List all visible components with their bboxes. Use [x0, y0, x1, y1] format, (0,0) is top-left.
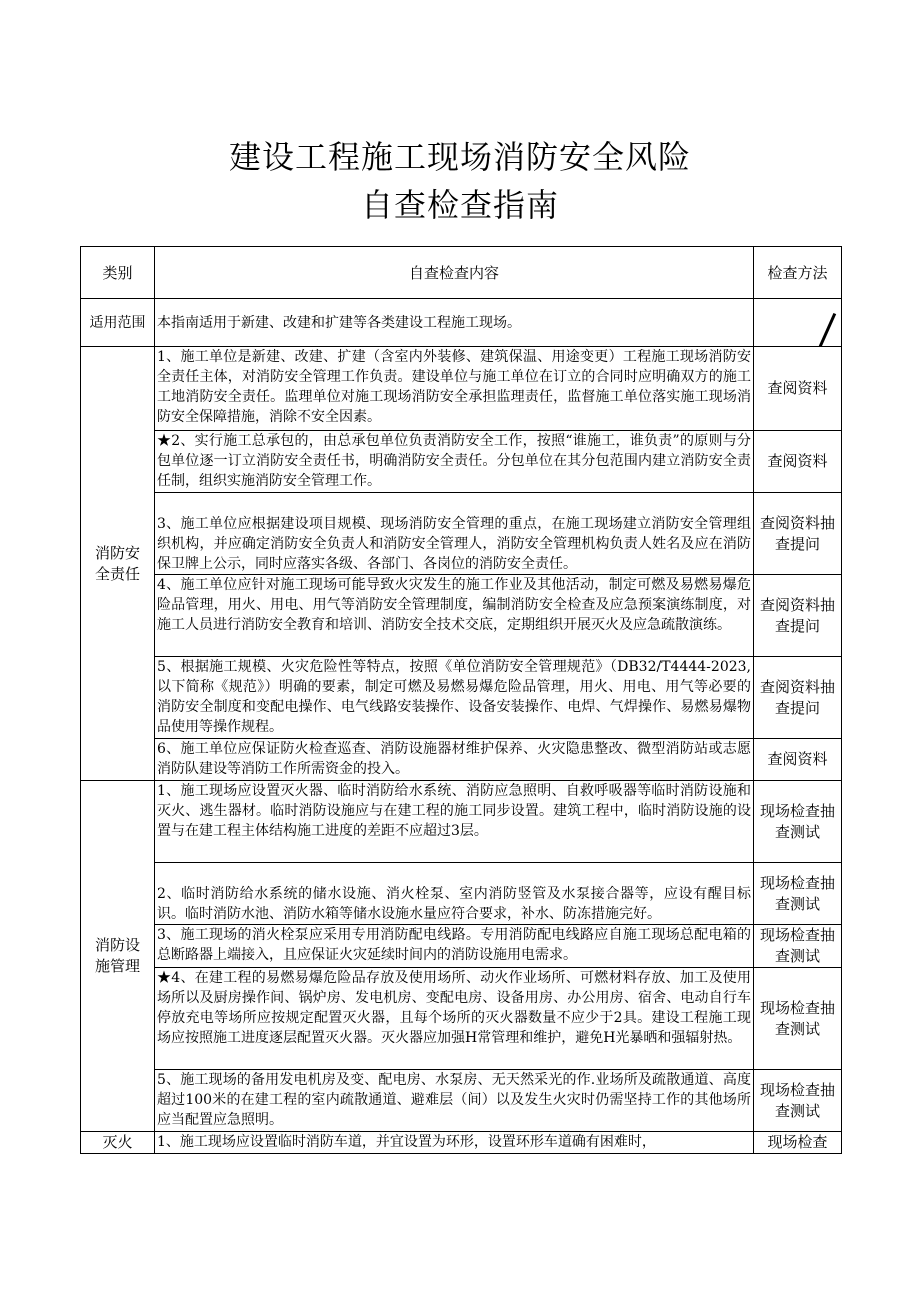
- table-row: [81, 925, 842, 968]
- content-cell: 3、施工单位应根据建设项目规模、现场消防安全管理的重点，在施工现场建立消防安全管理组织机构，并应确定消防安全负责人和消防安全管理人，消防安全管理机构负责人姓名及应在消防保卫牌上公示，同时应落实各级、各部门、各岗位的消防安全责任。: [155, 493, 754, 575]
- method-cell: 现场检查: [754, 1132, 842, 1154]
- content-cell: 1、施工单位是新建、改建、扩建（含室内外装修、建筑保温、用途变更）工程施工现场消防安全责任主体，对消防安全管理工作负责。建设单位与施工单位在订立的合同时应明确双方的施工工地消防安全责任。监理单位对施工现场消防安全承担监理责任，监督施工单位落实施工现场消防安全保障措施，消除不安全因素。: [155, 347, 754, 431]
- method-cell: 查阅资料: [754, 739, 842, 781]
- method-cell: 查阅资料抽查提问: [754, 575, 842, 657]
- table-row: [81, 493, 842, 575]
- header-category: 类别: [81, 247, 155, 299]
- content-cell: 5、根据施工规模、火灾危险性等特点，按照《单位消防安全管理规范》（DB32/T4444-2023,以下简称《规范》）明确的要素，制定可燃及易燃易爆危险品管理，用火、用电、用气等必要的消防安全制度和变配电操作、电气线路安装操作、设备安装操作、电焊、气焊操作、易燃易爆物品使用等操作规程。: [155, 657, 754, 739]
- page-title-line1: 建设工程施工现场消防安全风险: [228, 138, 691, 176]
- method-cell: 现场检查抽查测试: [754, 781, 842, 863]
- content-cell: 4、施工单位应针对施工现场可能导致火灾发生的施工作业及其他活动，制定可燃及易燃易爆危险品管理，用火、用电、用气等消防安全管理制度，编制消防安全检查及应急预案演练制度，对施工人员进行消防安全教育和培训、消防安全技术交底，定期组织开展灭火及应急疏散演练。: [155, 575, 754, 657]
- content-cell: 3、施工现场的消火栓泵应采用专用消防配电线路。专用消防配电线路应自施工现场总配电箱的总断路器上端接入，且应保证火灾延续时间内的消防设施用电需求。: [155, 925, 754, 968]
- content-cell: 2、临时消防给水系统的储水设施、消火栓泵、室内消防竖管及水泵接合器等，应设有醒目标识。临时消防水池、消防水箱等储水设施水量应符合要求，补水、防冻措施完好。: [155, 863, 754, 925]
- method-cell: 查阅资料抽查提问: [754, 657, 842, 739]
- header-content: 自查检查内容: [155, 247, 754, 299]
- table-row: [81, 347, 842, 431]
- category-cell: 消防设施管理: [81, 781, 155, 1132]
- table-row: [81, 299, 842, 347]
- category-cell: 适用范围: [81, 299, 155, 347]
- content-cell: 1、施工现场应设置灭火器、临时消防给水系统、消防应急照明、自救呼吸器等临时消防设施和灭火、逃生器材。临时消防设施应与在建工程的施工同步设置。建筑工程中，临时消防设施的设置与在建工程主体结构施工进度的差距不应超过3层。: [155, 781, 754, 863]
- content-cell: 5、施工现场的备用发电机房及变、配电房、水泵房、无天然采光的作.业场所及疏散通道、高度超过100米的在建工程的室内疏散通道、避难层（间）以及发生火灾时仍需坚持工作的其他场所应当配置应急照明。: [155, 1070, 754, 1132]
- method-cell: 现场检查抽查测试: [754, 1070, 842, 1132]
- content-cell: 1、施工现场应设置临时消防车道，并宜设置为环形，设置环形车道确有困难时，: [155, 1132, 754, 1154]
- table-row: [81, 657, 842, 739]
- method-cell: 查阅资料抽查提问: [754, 493, 842, 575]
- category-cell: 灭火: [81, 1132, 155, 1154]
- method-cell: 现场检查抽查测试: [754, 925, 842, 968]
- table-row: [81, 1070, 842, 1132]
- table-row: [81, 575, 842, 657]
- content-cell: 本指南适用于新建、改建和扩建等各类建设工程施工现场。: [155, 299, 754, 347]
- content-cell: ★2、实行施工总承包的，由总承包单位负责消防安全工作，按照“谁施工，谁负责”的原则与分包单位逐一订立消防安全责任书，明确消防安全责任。分包单位在其分包范围内建立消防安全责任制，组织实施消防安全管理工作。: [155, 431, 754, 493]
- table-row: [81, 968, 842, 1070]
- table-row: [81, 1132, 842, 1154]
- method-cell: 现场检查抽查测试: [754, 968, 842, 1070]
- table-row: [81, 739, 842, 781]
- method-cell: 查阅资料: [754, 347, 842, 431]
- content-cell: 6、施工单位应保证防火检查巡查、消防设施器材维护保养、火灾隐患整改、微型消防站或志愿消防队建设等消防工作所需资金的投入。: [155, 739, 754, 781]
- page-title-line2: 自查检查指南: [360, 186, 559, 224]
- method-cell: 查阅资料: [754, 431, 842, 493]
- category-cell: 消防安全责任: [81, 347, 155, 781]
- checklist-table: [80, 246, 842, 1154]
- content-cell: ★4、在建工程的易燃易爆危险品存放及使用场所、动火作业场所、可燃材料存放、加工及使用场所以及厨房操作间、锅炉房、发电机房、变配电房、设备用房、办公用房、宿舍、电动自行车停放充电等场所应按规定配置灭火器，且每个场所的灭火器数量不应少于2具。建设工程施工现场应按照施工进度逐层配置灭火器。灭火器应加强H常管理和维护，避免H光暴晒和强辐射热。: [155, 968, 754, 1070]
- table-header-row: [81, 247, 842, 299]
- table-row: [81, 863, 842, 925]
- header-method: 检查方法: [754, 247, 842, 299]
- method-cell: 现场检查抽查测试: [754, 863, 842, 925]
- table-row: [81, 431, 842, 493]
- table-row: [81, 781, 842, 863]
